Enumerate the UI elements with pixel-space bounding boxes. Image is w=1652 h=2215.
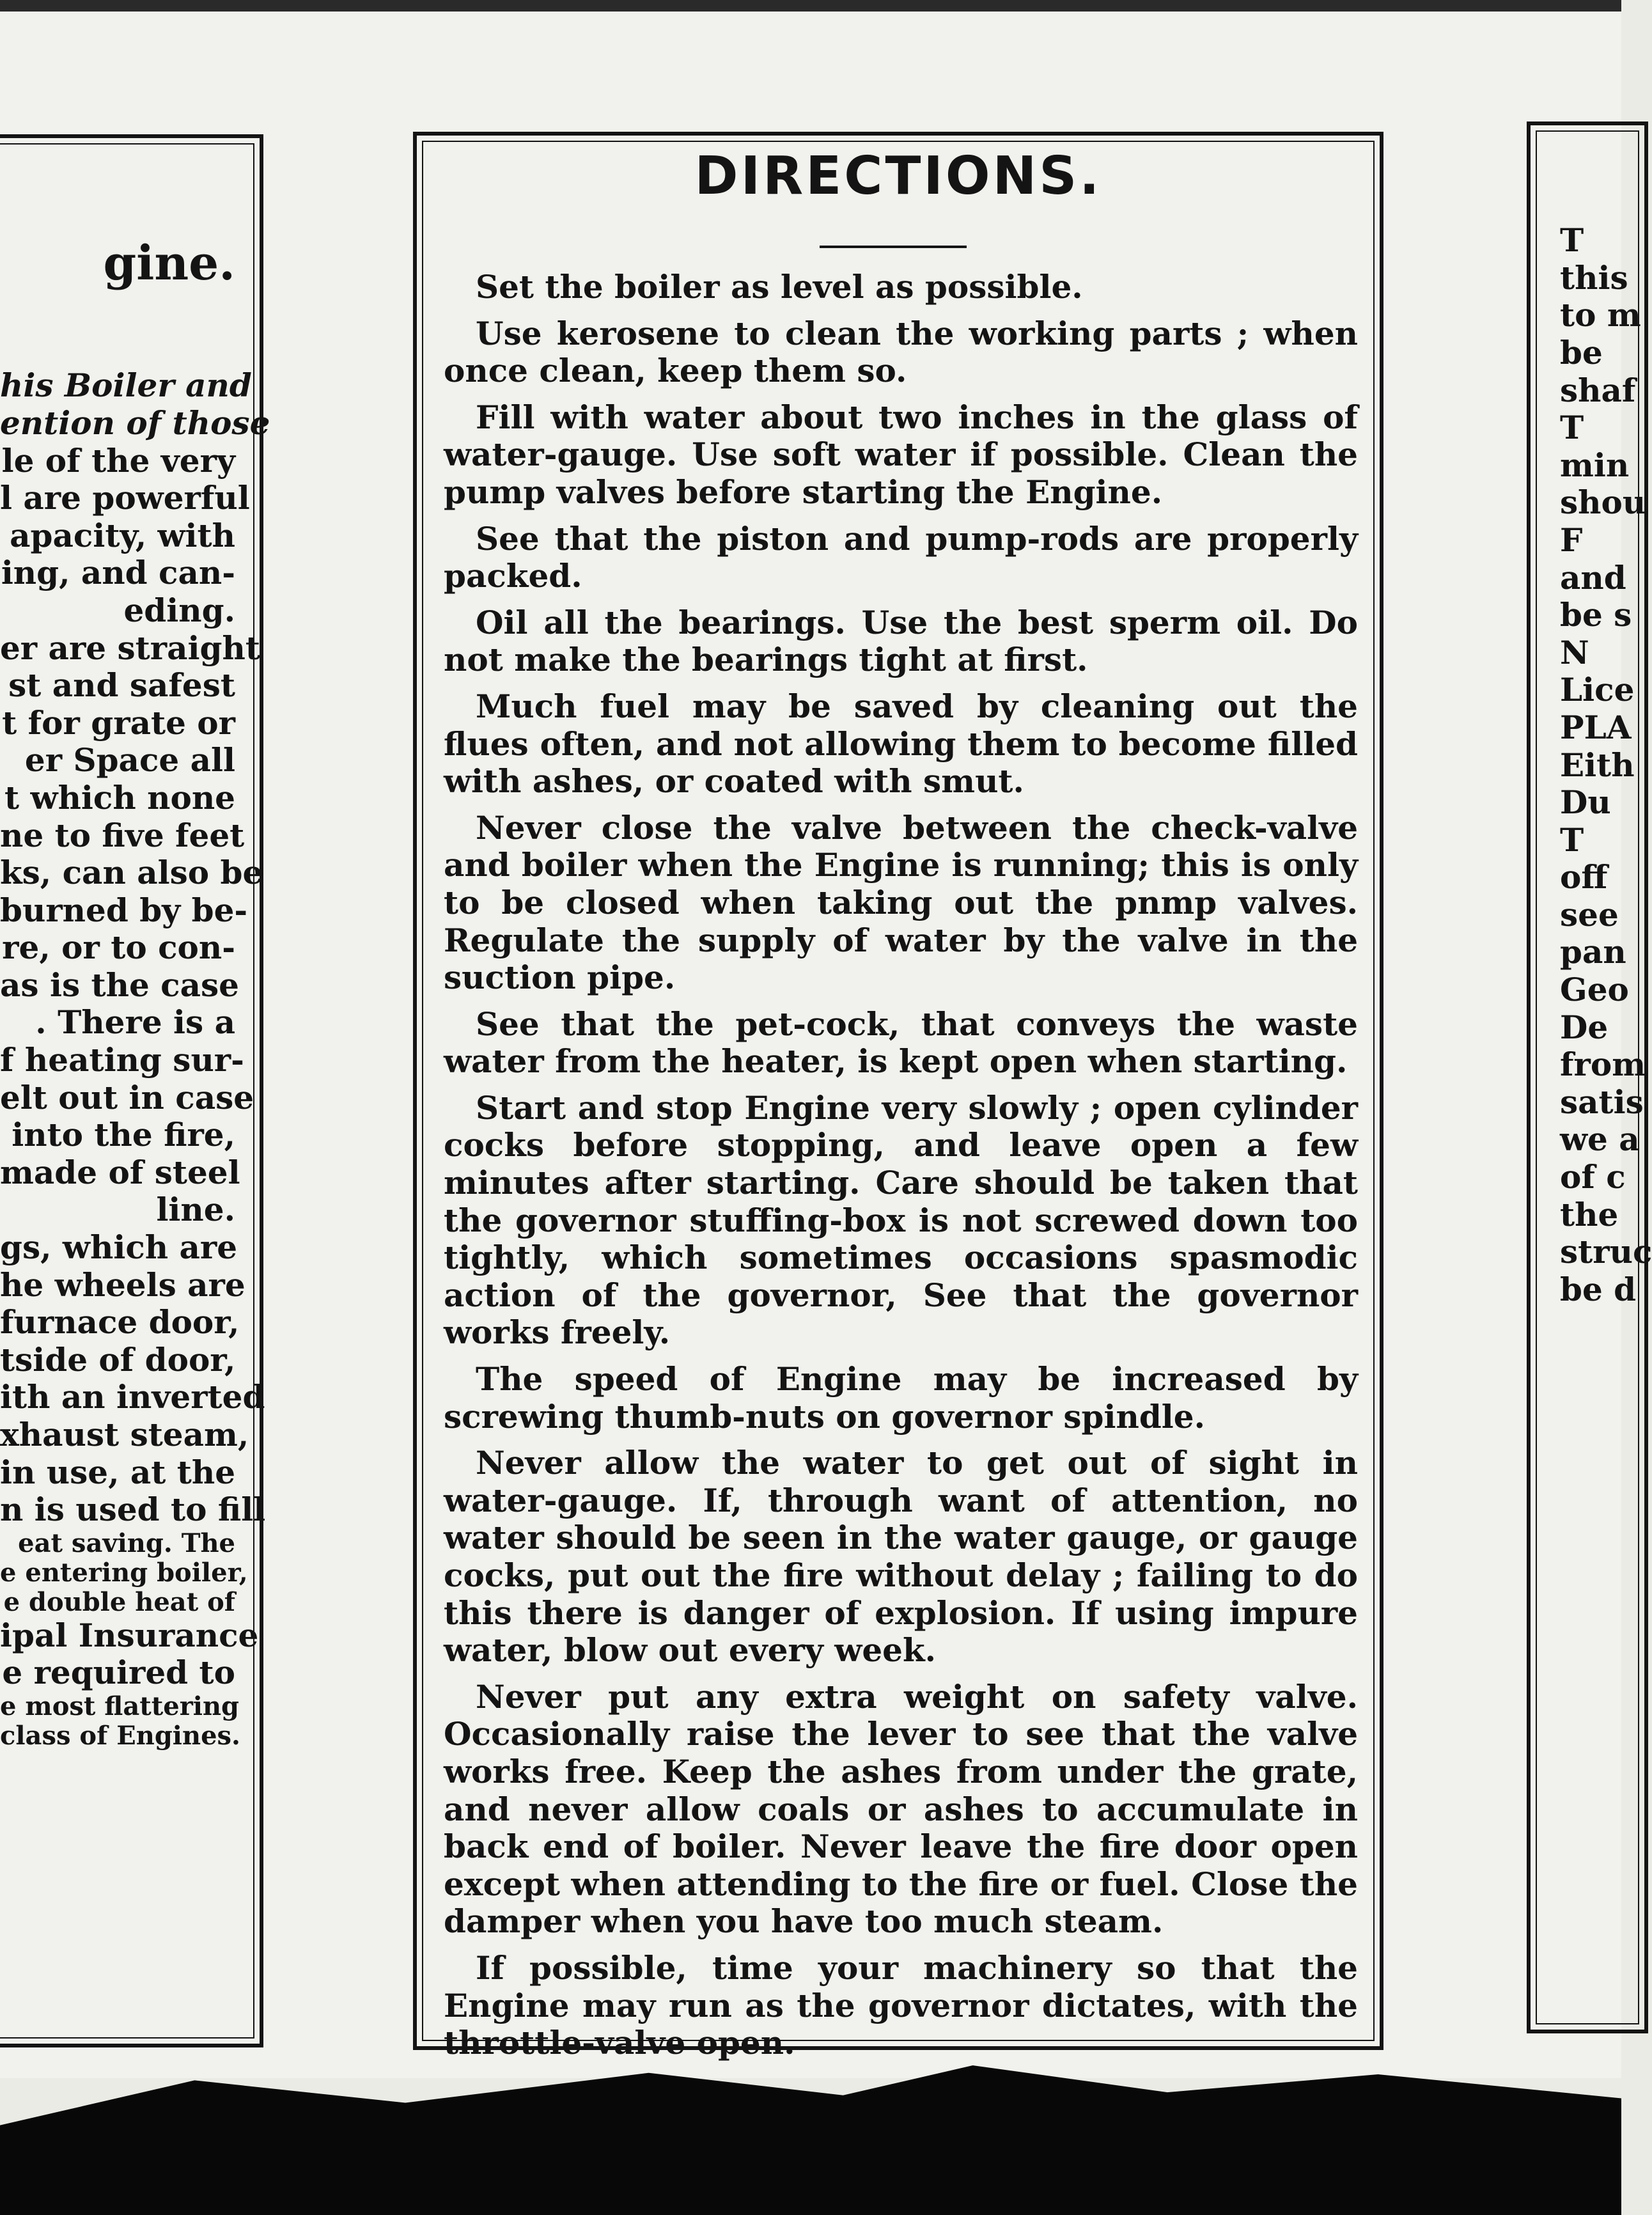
right-column-lines — [1560, 221, 1652, 1308]
column-line: e most flattering — [0, 1691, 240, 1721]
column-line: ks, can also be — [0, 854, 263, 892]
column-line: T — [1560, 820, 1584, 859]
column-line: of c — [1560, 1158, 1626, 1196]
column-line: his Boiler and — [0, 366, 252, 405]
article-title: DIRECTIONS. — [694, 146, 1102, 207]
column-line: be d — [1560, 1270, 1637, 1308]
column-line: shaf — [1560, 371, 1636, 409]
column-line: to m — [1560, 296, 1641, 334]
title-rule — [820, 246, 967, 248]
column-line: he wheels are — [0, 1265, 245, 1304]
column-line: be s — [1560, 596, 1632, 634]
column-line: l are powerful — [0, 479, 250, 517]
column-line: as is the case — [0, 966, 239, 1004]
column-line: st and safest — [8, 666, 235, 705]
column-line: satis — [1560, 1083, 1644, 1121]
column-line: we a — [1560, 1120, 1640, 1159]
column-line: De — [1560, 1008, 1609, 1046]
paragraph: Fill with water about two inches in the glass of water-gauge. Use soft water if possible. Clean the pump valves before starting the Engine. — [444, 398, 1358, 511]
column-line: line. — [156, 1191, 235, 1229]
article-body — [444, 269, 1358, 2071]
column-line: apacity, with — [10, 516, 235, 554]
column-line: and — [1560, 558, 1626, 597]
column-line: re, or to con- — [2, 928, 235, 967]
paragraph: Never allow the water to get out of sight in water-gauge. If, through want of attention, no water should be seen in the water gauge, or gauge cocks, put out the fire without delay ; failing to do this there is danger of explosion. If using impure water, blow out every week. — [444, 1444, 1358, 1670]
left-column-text — [0, 160, 270, 1788]
column-line: pan — [1560, 933, 1626, 971]
column-line: burned by be- — [0, 891, 248, 929]
column-line: ing, and can- — [1, 554, 235, 592]
column-line: ne to five feet — [0, 816, 245, 854]
paragraph: Use kerosene to clean the working parts ; when once clean, keep them so. — [444, 314, 1358, 390]
paragraph: If possible, time your machinery so that the Engine may run as the governor dictates, with the throttle-valve open. — [444, 1948, 1358, 2062]
column-line: . There is a — [35, 1003, 235, 1042]
column-line: tside of door, — [0, 1340, 236, 1379]
paragraph: See that the piston and pump-rods are properly packed. — [444, 519, 1358, 595]
column-line: F — [1560, 520, 1583, 559]
column-line: xhaust steam, — [0, 1416, 249, 1453]
column-line: ipal Insurance — [0, 1616, 259, 1654]
column-line: e required to — [2, 1654, 235, 1692]
column-line: ith an inverted — [0, 1378, 265, 1416]
column-line: in use, at the — [0, 1453, 236, 1491]
column-line: Geo — [1560, 971, 1629, 1009]
paragraph: Never put any extra weight on safety valve. Occasionally raise the lever to see that the valve works free. Keep the ashes from under the grate, and never allow coals or ashes to accumulate in back end of boiler. Never leave the fire door open except when attending to the fire or fuel. Close the damper when you have too much steam. — [444, 1677, 1358, 1941]
column-line: class of Engines. — [0, 1720, 240, 1751]
column-line: f heating sur- — [0, 1041, 244, 1079]
column-line: Lice — [1560, 671, 1635, 709]
left-column-heading: gine. — [103, 236, 235, 292]
column-line: from — [1560, 1045, 1646, 1084]
column-line: min — [1560, 446, 1630, 484]
column-line: PLA — [1560, 708, 1632, 746]
column-line: Eith — [1560, 746, 1635, 784]
column-line: t for grate or — [2, 703, 235, 742]
column-line: T — [1560, 221, 1584, 260]
column-line: eat saving. The — [18, 1528, 235, 1558]
paragraph: Much fuel may be saved by cleaning out the flues often, and not allowing them to become filled with ashes, or coated with smut. — [444, 687, 1358, 801]
column-line: le of the very — [1, 441, 235, 480]
column-line: into the fire, — [12, 1116, 235, 1154]
column-line: gs, which are — [0, 1228, 238, 1267]
column-line: eding. — [123, 591, 235, 629]
column-line: T — [1560, 409, 1584, 447]
left-column-lines — [0, 366, 270, 1751]
column-line: struc — [1560, 1233, 1652, 1271]
scan-top-edge — [0, 0, 1621, 12]
column-line: er are straight — [0, 629, 260, 667]
column-line: be — [1560, 333, 1603, 372]
column-line: ention of those — [0, 403, 270, 442]
column-line: off — [1560, 858, 1608, 896]
column-line: this — [1560, 258, 1628, 297]
paragraph: See that the pet-cock, that conveys the waste water from the heater, is kept open when starting. — [444, 1005, 1358, 1081]
column-line: t which none — [4, 778, 235, 817]
paragraph: Set the boiler as level as possible. — [476, 268, 1083, 306]
column-line: e entering boiler, — [0, 1557, 248, 1588]
column-line: furnace door, — [0, 1303, 240, 1342]
column-line: see — [1560, 895, 1619, 934]
column-line: e double heat of — [3, 1586, 235, 1617]
paragraph: Oil all the bearings. Use the best sperm oil. Do not make the bearings tight at first. — [444, 603, 1358, 679]
column-line: elt out in case — [0, 1078, 254, 1116]
right-column-text — [1560, 147, 1652, 1346]
paragraph: The speed of Engine may be increased by screwing thumb-nuts on governor spindle. — [444, 1360, 1358, 1436]
column-line: Du — [1560, 783, 1611, 822]
paragraph: Never close the valve between the check-valve and boiler when the Engine is running; this is only to be closed when taking out the pnmp valves. Regulate the supply of water by the valve in the suction pipe. — [444, 808, 1358, 997]
column-line: N — [1560, 633, 1589, 671]
column-line: the — [1560, 1195, 1619, 1233]
scan-bottom-edge — [0, 2065, 1621, 2215]
column-line: er Space all — [24, 741, 235, 779]
paragraph: Start and stop Engine very slowly ; open cylinder cocks before stopping, and leave open a few minutes after starting. Care should be taken that the governor stuffing-box is not screwed down too tightly, which sometimes occasions spasmodic action of the governor, See that the governor works freely. — [444, 1088, 1358, 1352]
column-line: made of steel — [0, 1153, 240, 1191]
column-line: shou — [1560, 483, 1646, 522]
column-line: n is used to fill — [0, 1491, 266, 1529]
